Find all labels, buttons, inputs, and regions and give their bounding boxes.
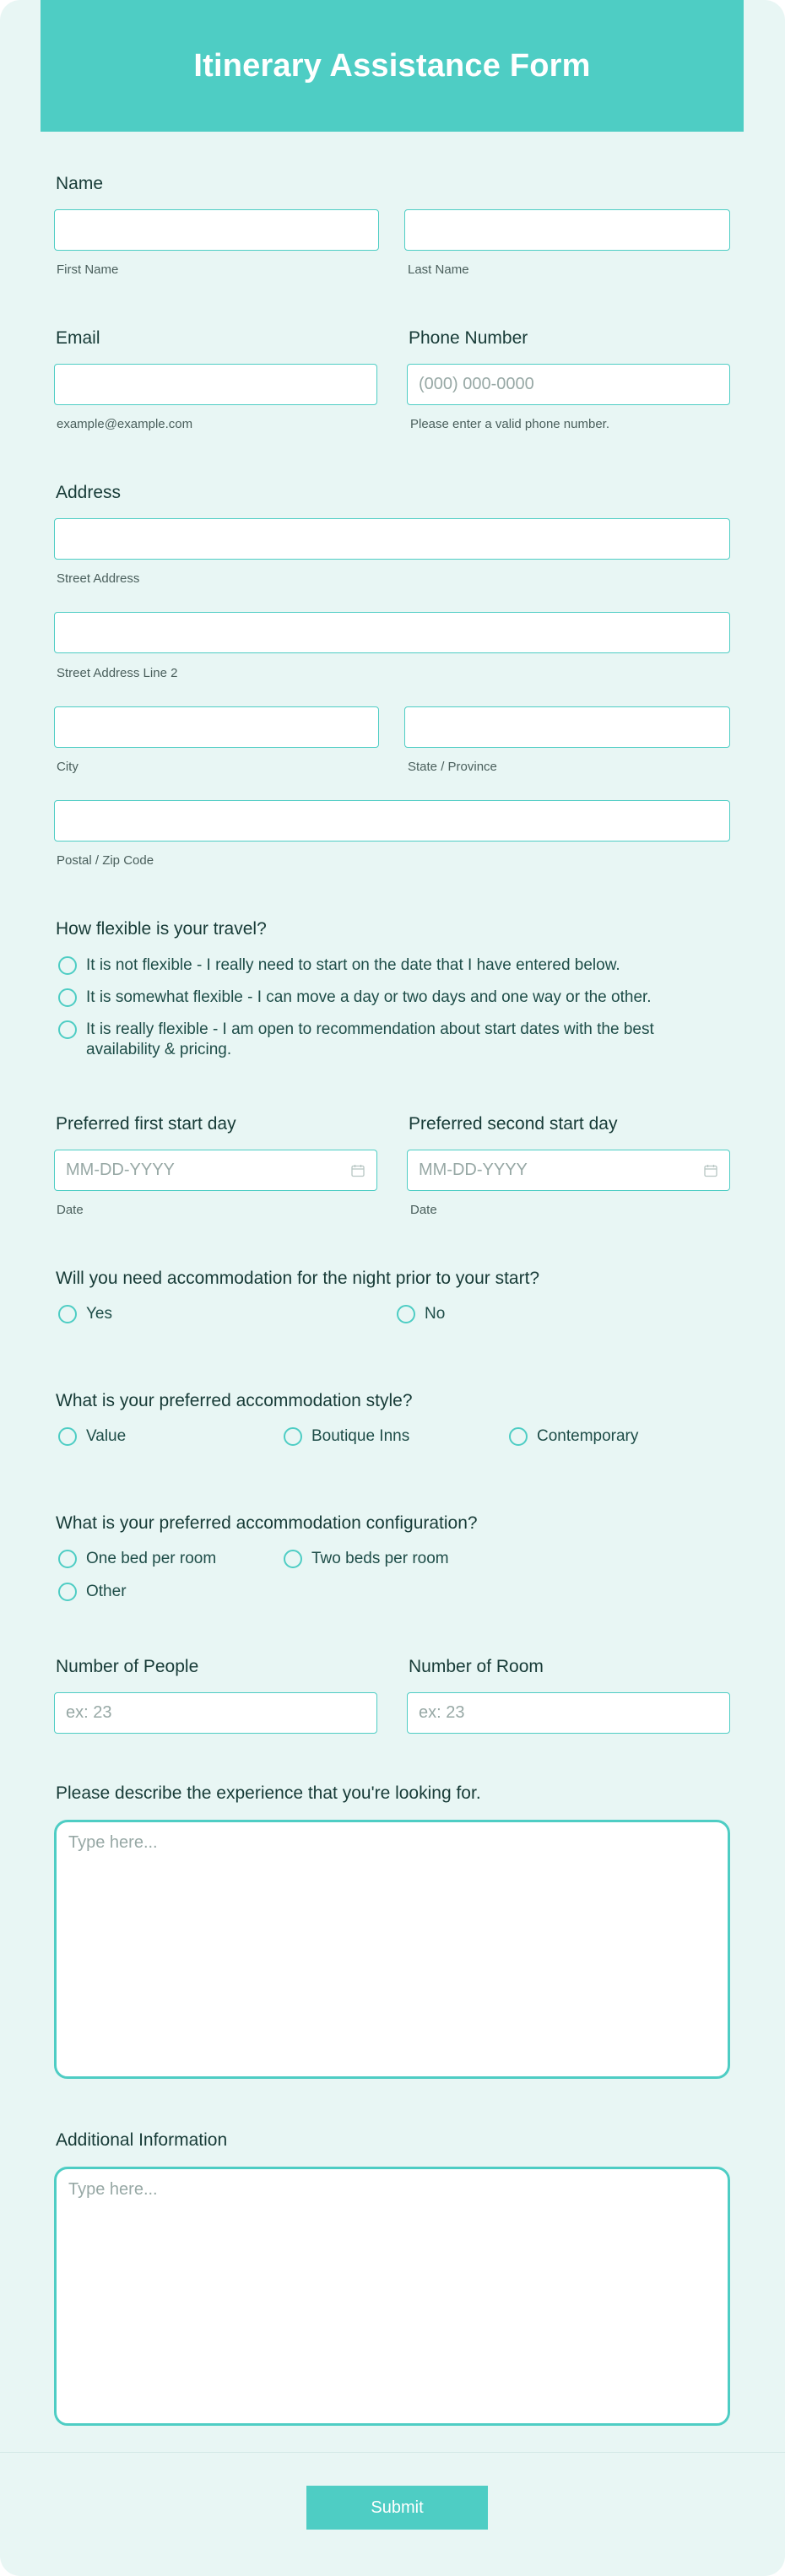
accommodation-prior-question: Will you need accommodation for the night prior to your start? <box>56 1269 540 1288</box>
number-of-room-label: Number of Room <box>409 1657 544 1676</box>
form-header <box>41 0 744 132</box>
street-address-sublabel: Street Address <box>57 571 140 586</box>
radio-button[interactable] <box>509 1427 528 1446</box>
email-label: Email <box>56 328 100 348</box>
phone-label: Phone Number <box>409 328 528 348</box>
additional-info-textarea[interactable] <box>54 2167 730 2426</box>
first-name-sublabel: First Name <box>57 262 119 277</box>
street-address-line2-sublabel: Street Address Line 2 <box>57 666 178 680</box>
phone-input[interactable] <box>407 364 730 405</box>
accommodation-style-option-contemporary[interactable] <box>509 1426 638 1447</box>
option-label: Boutique Inns <box>311 1427 410 1445</box>
phone-placeholder: (000) 000-0000 <box>419 375 534 393</box>
number-of-people-label: Number of People <box>56 1657 199 1676</box>
footer-divider <box>0 2452 785 2453</box>
option-label: One bed per room <box>86 1550 217 1567</box>
flexibility-option-somewhat-flexible[interactable] <box>58 988 725 1008</box>
textarea-placeholder: Type here... <box>68 1833 158 1852</box>
accommodation-style-question: What is your preferred accommodation style? <box>56 1391 413 1410</box>
accommodation-config-option-other[interactable] <box>58 1582 127 1602</box>
accommodation-style-option-value[interactable] <box>58 1426 126 1447</box>
radio-button[interactable] <box>284 1427 302 1446</box>
email-sublabel: example@example.com <box>57 417 193 431</box>
radio-button[interactable] <box>397 1305 415 1323</box>
name-label: Name <box>56 174 104 193</box>
option-label: Contemporary <box>537 1427 639 1445</box>
date-placeholder: MM-DD-YYYY <box>419 1161 528 1179</box>
accommodation-config-option-one-bed[interactable] <box>58 1549 216 1569</box>
option-label: No <box>425 1305 446 1323</box>
flexibility-option-label: It is not flexible - I really need to start on the date that I have entered below. <box>86 956 620 974</box>
radio-button[interactable] <box>58 1305 77 1323</box>
street-address-input[interactable] <box>54 518 730 560</box>
experience-label: Please describe the experience that you're looking for. <box>56 1783 481 1803</box>
flexibility-option-label: It is really flexible - I am open to recommendation about start dates with the best availability & pricing. <box>86 1020 654 1058</box>
submit-button[interactable]: Submit <box>306 2486 488 2530</box>
accommodation-config-option-two-beds[interactable] <box>284 1549 449 1569</box>
option-label: Value <box>86 1427 127 1445</box>
postal-code-sublabel: Postal / Zip Code <box>57 853 154 868</box>
radio-button[interactable] <box>284 1550 302 1568</box>
experience-textarea[interactable] <box>54 1820 730 2079</box>
city-sublabel: City <box>57 760 78 774</box>
date-placeholder: MM-DD-YYYY <box>66 1161 175 1179</box>
second-start-day-label: Preferred second start day <box>409 1114 618 1134</box>
radio-button[interactable] <box>58 988 77 1007</box>
number-placeholder: ex: 23 <box>419 1703 465 1722</box>
number-of-room-input[interactable] <box>407 1692 730 1734</box>
first-start-day-label: Preferred first start day <box>56 1114 236 1134</box>
postal-code-input[interactable] <box>54 800 730 842</box>
last-name-input[interactable] <box>404 209 730 251</box>
accommodation-config-question: What is your preferred accommodation configuration? <box>56 1513 478 1533</box>
additional-info-label: Additional Information <box>56 2130 228 2150</box>
radio-button[interactable] <box>58 1550 77 1568</box>
option-label: Two beds per room <box>311 1550 449 1567</box>
last-name-sublabel: Last Name <box>408 262 469 277</box>
radio-button[interactable] <box>58 956 77 975</box>
second-start-day-input[interactable] <box>407 1150 730 1191</box>
email-input[interactable] <box>54 364 377 405</box>
address-label: Address <box>56 483 122 502</box>
flexibility-option-not-flexible[interactable] <box>58 955 725 976</box>
accommodation-style-option-boutique-inns[interactable] <box>284 1426 409 1447</box>
second-start-day-sublabel: Date <box>410 1203 437 1217</box>
first-start-day-input[interactable] <box>54 1150 377 1191</box>
phone-sublabel: Please enter a valid phone number. <box>410 417 609 431</box>
flexibility-question: How flexible is your travel? <box>56 919 267 939</box>
flexibility-option-really-flexible[interactable] <box>58 1020 725 1060</box>
number-placeholder: ex: 23 <box>66 1703 112 1722</box>
option-label: Other <box>86 1583 127 1600</box>
textarea-placeholder: Type here... <box>68 2180 158 2199</box>
radio-button[interactable] <box>58 1020 77 1039</box>
calendar-icon[interactable] <box>350 1163 365 1178</box>
accommodation-prior-option-no[interactable] <box>397 1304 445 1324</box>
flexibility-option-label: It is somewhat flexible - I can move a day or two days and one way or the other. <box>86 988 652 1006</box>
radio-button[interactable] <box>58 1427 77 1446</box>
form-title: Itinerary Assistance Form <box>193 47 591 84</box>
state-sublabel: State / Province <box>408 760 497 774</box>
street-address-line2-input[interactable] <box>54 612 730 653</box>
first-start-day-sublabel: Date <box>57 1203 84 1217</box>
first-name-input[interactable] <box>54 209 379 251</box>
accommodation-prior-option-yes[interactable] <box>58 1304 112 1324</box>
number-of-people-input[interactable] <box>54 1692 377 1734</box>
city-input[interactable] <box>54 706 379 748</box>
radio-button[interactable] <box>58 1583 77 1601</box>
option-label: Yes <box>86 1305 112 1323</box>
state-input[interactable] <box>404 706 730 748</box>
calendar-icon[interactable] <box>703 1163 718 1178</box>
